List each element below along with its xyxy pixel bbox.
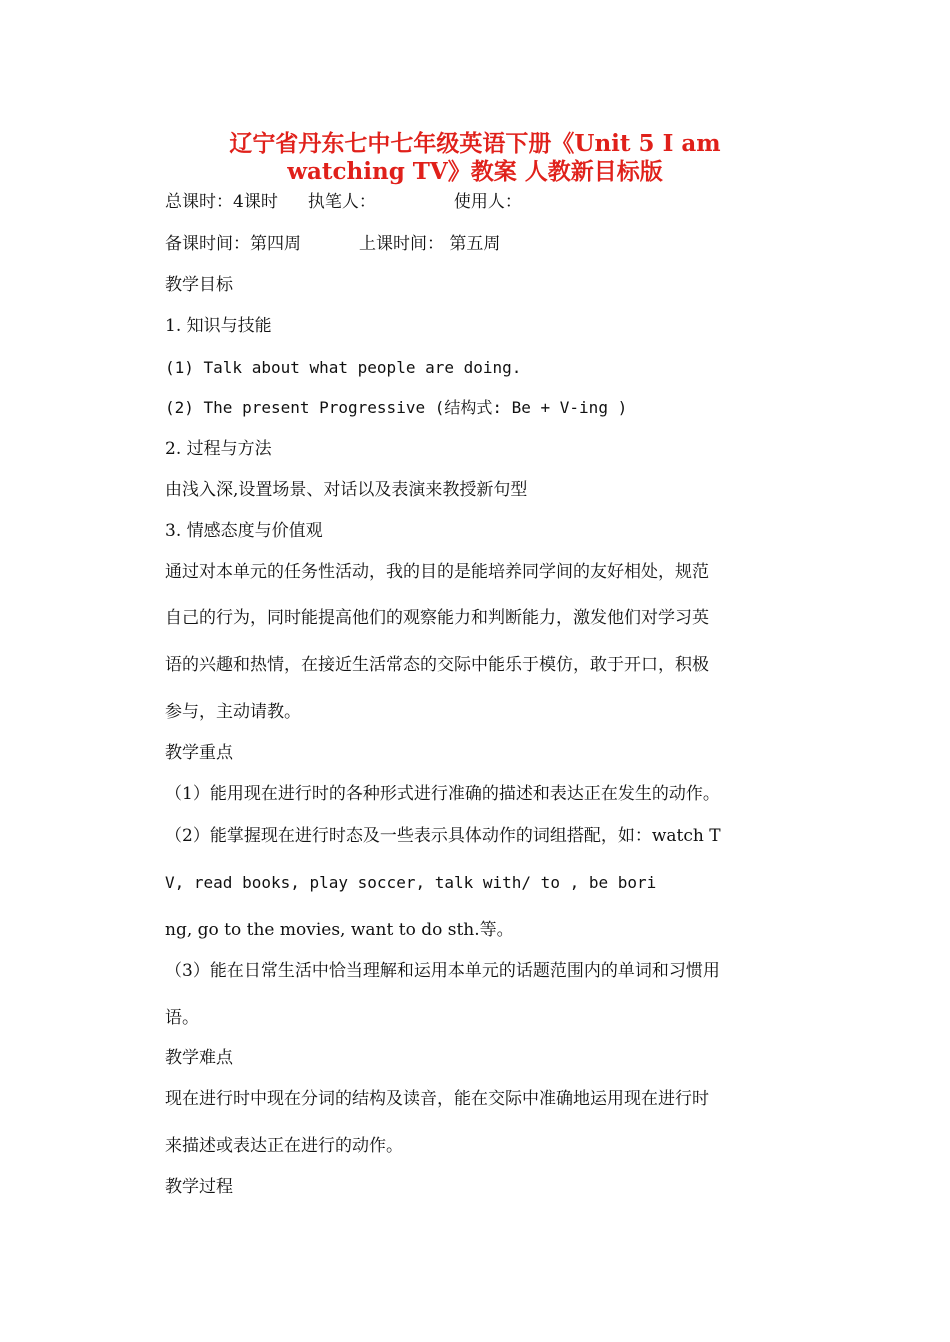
process-method-text: 由浅入深,设置场景、对话以及表演来教授新句型 [165, 480, 528, 500]
process-heading: 教学过程 [165, 1177, 233, 1197]
knowledge-item-2: (2) The present Progressive (结构式: Be + V-ing ) [165, 398, 628, 417]
meta-row-2 [165, 233, 790, 255]
key-points-heading: 教学重点 [165, 743, 233, 763]
total-hours: 总课时：4课时 [165, 192, 278, 212]
key-point-3: （3）能在日常生活中恰当理解和运用本单元的话题范围内的单词和习惯用 [165, 961, 720, 981]
objectives-heading: 教学目标 [165, 275, 233, 295]
prep-time: 备课时间：第四周 [165, 234, 301, 254]
key-point-2: （2）能掌握现在进行时态及一些表示具体动作的词组搭配，如：watch T [165, 826, 721, 846]
difficulties-heading: 教学难点 [165, 1048, 233, 1068]
title-line-1: 辽宁省丹东七中七年级英语下册《Unit 5 I am [229, 130, 721, 157]
knowledge-item-1: (1) Talk about what people are doing. [165, 358, 522, 377]
process-method-heading: 2. 过程与方法 [165, 439, 272, 459]
key-point-2-cont-2: ng, go to the movies, want to do sth.等。 [165, 920, 514, 940]
emotion-heading: 3. 情感态度与价值观 [165, 521, 323, 541]
key-point-3-cont: 语。 [165, 1008, 199, 1028]
author-field: 执笔人： [307, 192, 376, 212]
difficulty-text-1: 现在进行时中现在分词的结构及读音，能在交际中准确地运用现在进行时 [165, 1089, 709, 1109]
key-point-1: （1）能用现在进行时的各种形式进行准确的描述和表达正在发生的动作。 [165, 784, 720, 804]
class-time: 上课时间： 第五周 [359, 234, 501, 254]
emotion-text-2: 自己的行为，同时能提高他们的观察能力和判断能力，激发他们对学习英 [165, 608, 709, 628]
emotion-text-1: 通过对本单元的任务性活动，我的目的是能培养同学间的友好相处，规范 [165, 562, 709, 582]
document-title [140, 130, 810, 186]
difficulty-text-2: 来描述或表达正在进行的动作。 [165, 1136, 403, 1156]
emotion-text-4: 参与，主动请教。 [165, 702, 301, 722]
key-point-2-cont-1: V, read books, play soccer, talk with/ to , be bori [165, 873, 657, 892]
knowledge-heading: 1. 知识与技能 [165, 316, 272, 336]
title-line-2: watching TV》教案 人教新目标版 [287, 158, 663, 185]
emotion-text-3: 语的兴趣和热情，在接近生活常态的交际中能乐于模仿，敢于开口，积极 [165, 655, 709, 675]
user-field: 使用人： [453, 192, 522, 212]
meta-row-1 [165, 191, 790, 213]
